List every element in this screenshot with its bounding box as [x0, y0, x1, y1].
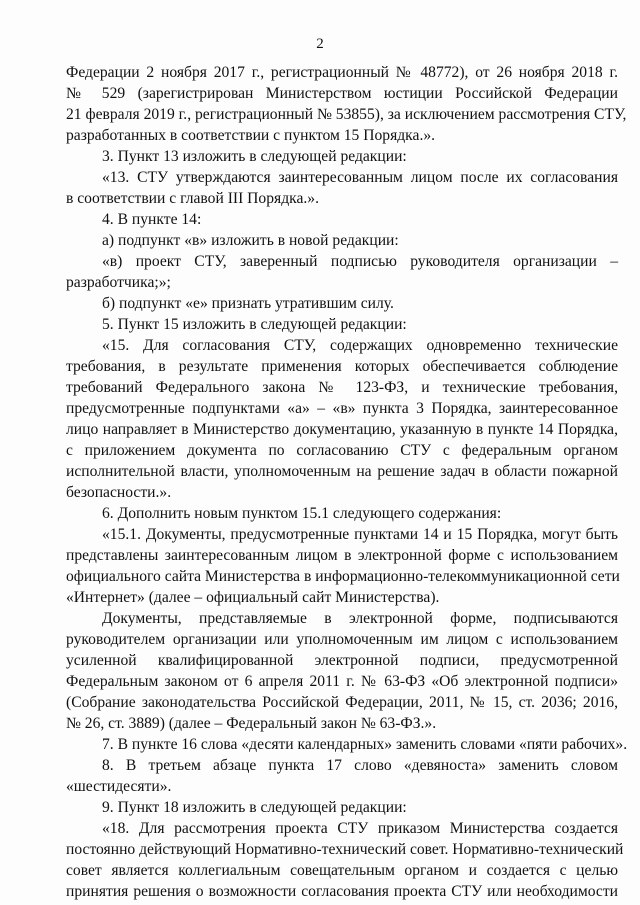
text-line: 21 февраля 2019 г., регистрационный № 53855), за исключением рассмотрения СТУ, [66, 106, 627, 123]
text-line: «15. Для согласования СТУ, содержащих одновременно технические [102, 337, 618, 354]
text-line: в соответствии с главой III Порядка.». [66, 190, 319, 207]
text-line: «15.1. Документы, предусмотренные пунктами 14 и 15 Порядка, могут быть [102, 526, 618, 543]
text-line: 3. Пункт 13 изложить в следующей редакции: [102, 148, 407, 165]
text-line: «Интернет» (далее – официальный сайт Министерства). [66, 589, 440, 606]
text-line: совет является коллегиальным совещательным органом и создается с целью [66, 862, 618, 879]
text-line: руководителем организации или уполномоченным им лицом с использованием [66, 631, 618, 648]
text-line: требований Федерального закона № 123-ФЗ, и технические требования, [66, 379, 618, 396]
text-line: официального сайта Министерства в информационно-телекоммуникационной сети [66, 568, 620, 585]
text-line: «13. СТУ утверждаются заинтересованным лицом после их согласования [102, 169, 618, 186]
text-line: «в) проект СТУ, заверенный подписью руководителя организации – [102, 253, 618, 270]
text-line: исполнительной власти, уполномоченным на решение задач в области пожарной [66, 463, 618, 480]
text-line: требования, в результате применения которых обеспечивается соблюдение [66, 358, 618, 375]
text-line: а) подпункт «в» изложить в новой редакции: [102, 232, 399, 249]
text-line: (Собрание законодательства Российской Федерации, 2011, № 15, ст. 2036; 2016, [66, 694, 618, 711]
text-line: усиленной квалифицированной электронной подписи, предусмотренной [66, 652, 618, 669]
text-line: с приложением документа по согласованию СТУ с федеральным органом [66, 442, 618, 459]
text-line: 7. В пункте 16 слова «десяти календарных» заменить словами «пяти рабочих». [102, 736, 628, 753]
text-line: № 529 (зарегистрирован Министерством юстиции Российской Федерации [66, 85, 618, 102]
text-line: представлены заинтересованным лицом в электронной форме с использованием [66, 547, 618, 564]
text-line: «шестидесяти». [66, 778, 172, 795]
text-line: разработанных в соответствии с пунктом 15 Порядка.». [66, 127, 436, 144]
text-line: постоянно действующий Нормативно-технический совет. Нормативно-технический [66, 841, 624, 858]
text-line: № 26, ст. 3889) (далее – Федеральный закон № 63-ФЗ.». [66, 715, 437, 732]
page-number: 2 [316, 36, 324, 52]
text-line: 9. Пункт 18 изложить в следующей редакции: [102, 799, 407, 816]
text-line: 5. Пункт 15 изложить в следующей редакции: [102, 316, 407, 333]
text-line: Федерации 2 ноября 2017 г., регистрационный № 48772), от 26 ноября 2018 г. [66, 64, 618, 81]
text-line: 4. В пункте 14: [102, 211, 202, 228]
text-line: «18. Для рассмотрения проекта СТУ приказом Министерства создается [102, 820, 618, 837]
text-line: 6. Дополнить новым пунктом 15.1 следующего содержания: [102, 505, 502, 522]
text-line: принятия решения о возможности согласования проекта СТУ или необходимости [66, 883, 618, 900]
text-line: предусмотренные подпунктами «а» – «в» пункта 3 Порядка, заинтересованное [66, 400, 618, 417]
text-line: безопасности.». [66, 484, 172, 501]
text-line: Документы, представляемые в электронной форме, подписываются [102, 610, 618, 627]
text-line: Федеральным законом от 6 апреля 2011 г. № 63-ФЗ «Об электронной подписи» [66, 673, 618, 690]
text-line: лицо направляет в Министерство документацию, указанную в пункте 14 Порядка, [66, 421, 618, 438]
text-line: разработчика;»; [66, 274, 171, 291]
text-line: 8. В третьем абзаце пункта 17 слово «девяноста» заменить словом [102, 757, 618, 774]
text-line: б) подпункт «е» признать утратившим силу. [102, 295, 394, 312]
